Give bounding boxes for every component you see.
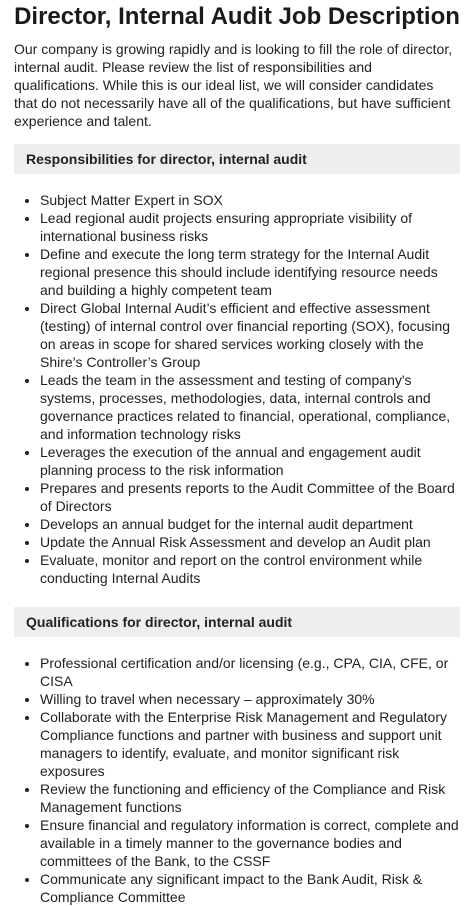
- list-item: • Update the Annual Risk Assessment and develop an Audit plan: [40, 533, 460, 551]
- responsibilities-heading: Responsibilities for director, internal audit: [14, 144, 460, 174]
- list-item: • Review the functioning and efficiency of the Compliance and Risk Management functions: [40, 780, 460, 816]
- list-item: • Willing to travel when necessary – approximately 30%: [40, 690, 460, 708]
- list-item: • Leads the team in the assessment and testing of company's systems, processes, methodologies, data, internal controls and governance practices related to financial, operational, compliance, and information technology risks: [40, 371, 460, 443]
- list-item: • Ensure financial and regulatory information is correct, complete and available in a timely manner to the governance bodies and committees of the Bank, to the CSSF: [40, 816, 460, 870]
- page-title: Director, Internal Audit Job Description: [14, 3, 460, 30]
- qualifications-heading: Qualifications for director, internal audit: [14, 607, 460, 637]
- list-item: • Direct Global Internal Audit’s efficient and effective assessment (testing) of internal control over financial reporting (SOX), focusing on areas in scope for shared services working closely with the Shire’s Controller’s Group: [40, 299, 460, 371]
- list-item: • Communicate any significant impact to the Bank Audit, Risk & Compliance Committee: [40, 870, 460, 906]
- list-item: • Subject Matter Expert in SOX: [40, 191, 460, 209]
- qualifications-list: [14, 654, 460, 906]
- list-item: • Lead regional audit projects ensuring appropriate visibility of international business risks: [40, 209, 460, 245]
- list-item: • Prepares and presents reports to the Audit Committee of the Board of Directors: [40, 479, 460, 515]
- intro-paragraph: Our company is growing rapidly and is looking to fill the role of director, internal audit. Please review the list of responsibilities and qualifications. While this is our ideal list, we will consider candidates that do not necessarily have all of the qualifications, but have sufficient experience and talent.: [14, 41, 453, 129]
- list-item: • Evaluate, monitor and report on the control environment while conducting Internal Audits: [40, 551, 460, 587]
- list-item: • Develops an annual budget for the internal audit department: [40, 515, 460, 533]
- responsibilities-list: [14, 191, 460, 587]
- list-item: • Professional certification and/or licensing (e.g., CPA, CIA, CFE, or CISA: [40, 654, 460, 690]
- list-item: • Collaborate with the Enterprise Risk Management and Regulatory Compliance functions and partner with business and support unit managers to identify, evaluate, and monitor significant risk exposures: [40, 708, 460, 780]
- list-item: • Leverages the execution of the annual and engagement audit planning process to the risk information: [40, 443, 460, 479]
- list-item: • Define and execute the long term strategy for the Internal Audit regional presence this should include identifying resource needs and building a highly competent team: [40, 245, 460, 299]
